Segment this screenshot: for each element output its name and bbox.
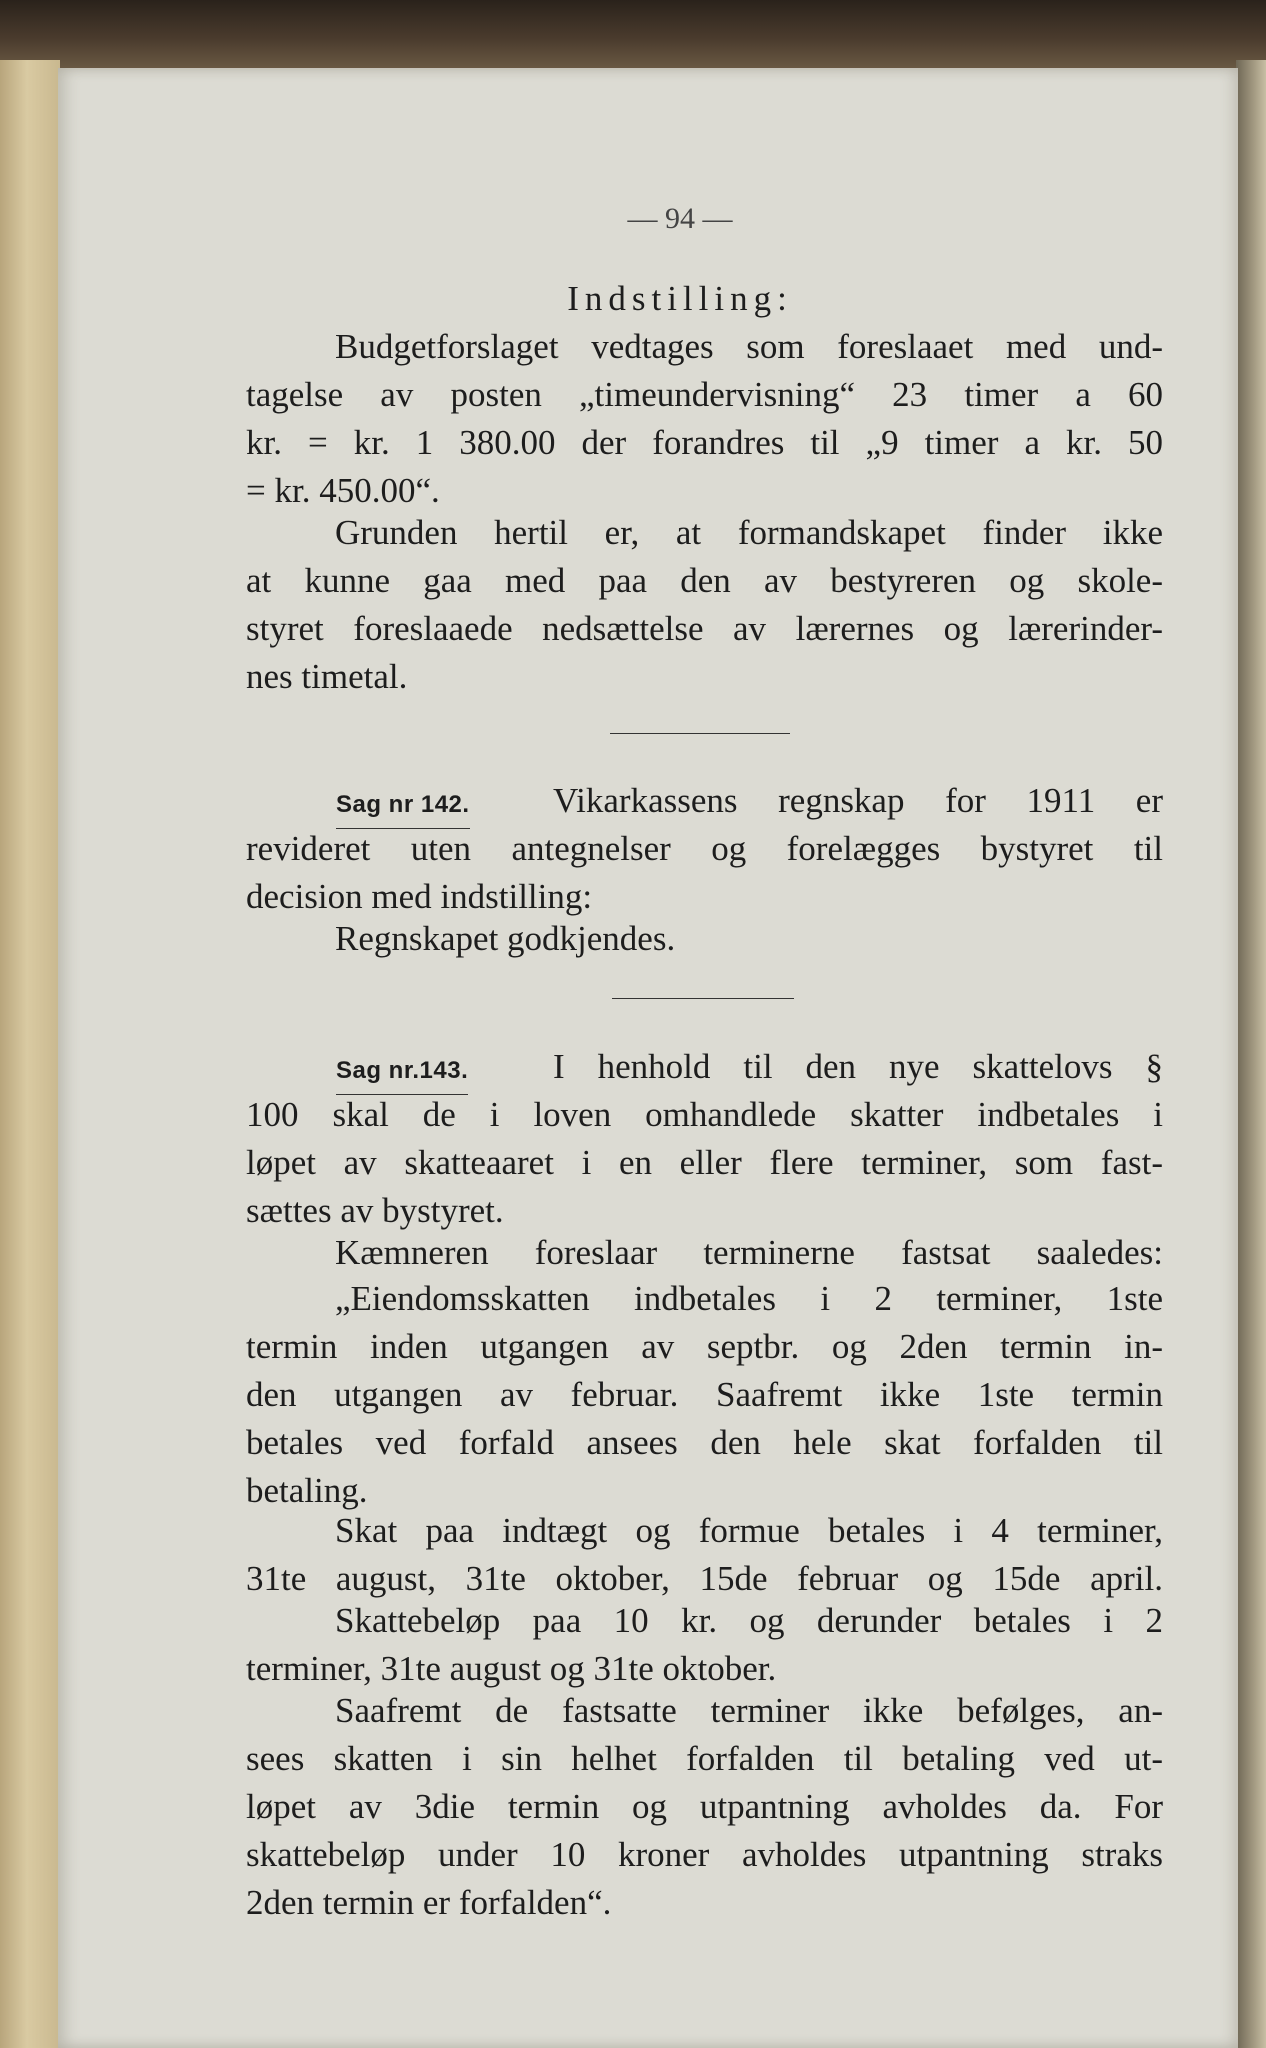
sag-143-label: Sag nr.143.: [336, 1050, 468, 1095]
paragraph-budget-line-2: tagelse av posten „timeundervisning“ 23 timer a 60: [246, 375, 1163, 414]
heading-indstilling: Indstilling:: [567, 279, 793, 318]
sag-143-line-4: sættes av bystyret.: [246, 1191, 504, 1230]
paragraph-saafremt-line-5: 2den termin er forfalden“.: [246, 1883, 612, 1922]
paragraph-grunden-line-4: nes timetal.: [246, 657, 408, 696]
section-divider: [612, 998, 794, 999]
paragraph-eiendom-line-4: betales ved forfald ansees den hele skat forfalden til: [246, 1423, 1163, 1462]
paragraph-eiendom-line-3: den utgangen av februar. Saafremt ikke 1ste termin: [246, 1375, 1163, 1414]
page-number: — 94 —: [627, 202, 733, 235]
paragraph-eiendom-line-1: „Eiendomsskatten indbetales i 2 terminer, 1ste: [335, 1279, 1163, 1318]
sag-142-line-3: decision med indstilling:: [246, 877, 593, 916]
book-right-edge: [1236, 60, 1266, 2048]
paragraph-skat-line-1: Skat paa indtægt og formue betales i 4 terminer,: [335, 1511, 1163, 1550]
paragraph-grunden-line-1: Grunden hertil er, at formandskapet finder ikke: [335, 513, 1163, 552]
book-left-edge: [0, 60, 60, 2048]
sag-143-first-line: [336, 1046, 1163, 1095]
paragraph-skattebelop-line-2: terminer, 31te august og 31te oktober.: [246, 1649, 777, 1688]
paragraph-kaemneren: Kæmneren foreslaar terminerne fastsat saaledes:: [335, 1233, 1163, 1272]
paragraph-skattebelop-line-1: Skattebeløp paa 10 kr. og derunder betales i 2: [335, 1601, 1163, 1640]
book-top-edge: [0, 0, 1266, 70]
sag-143-line-3: løpet av skatteaaret i en eller flere terminer, som fast-: [246, 1143, 1163, 1182]
sag-142-first-line: [336, 780, 1163, 829]
paragraph-budget-line-4: = kr. 450.00“.: [246, 471, 440, 510]
paragraph-budget-line-3: kr. = kr. 1 380.00 der forandres til „9 timer a kr. 50: [246, 423, 1163, 462]
sag-142-decision: Regnskapet godkjendes.: [335, 919, 676, 958]
sag-142-line-2: revideret uten antegnelser og forelægges bystyret til: [246, 829, 1163, 868]
sag-143-first-text: I henhold til den nye skattelovs §: [553, 1047, 1163, 1086]
paragraph-grunden-line-2: at kunne gaa med paa den av bestyreren og skole-: [246, 561, 1163, 600]
paragraph-skat-line-2: 31te august, 31te oktober, 15de februar og 15de april.: [246, 1559, 1163, 1598]
paragraph-saafremt-line-1: Saafremt de fastsatte terminer ikke befølges, an-: [335, 1691, 1163, 1730]
paragraph-eiendom-line-5: betaling.: [246, 1471, 368, 1510]
paragraph-budget-line-1: Budgetforslaget vedtages som foreslaaet med und-: [335, 327, 1163, 366]
paragraph-saafremt-line-4: skattebeløp under 10 kroner avholdes utpantning straks: [246, 1835, 1163, 1874]
paragraph-saafremt-line-3: løpet av 3die termin og utpantning avholdes da. For: [246, 1787, 1163, 1826]
sag-142-label: Sag nr 142.: [336, 784, 470, 829]
section-divider: [610, 733, 790, 734]
paragraph-saafremt-line-2: sees skatten i sin helhet forfalden til betaling ved ut-: [246, 1739, 1163, 1778]
sag-143-line-2: 100 skal de i loven omhandlede skatter indbetales i: [246, 1095, 1163, 1134]
paragraph-grunden-line-3: styret foreslaaede nedsættelse av lærernes og lærerinder-: [246, 609, 1163, 648]
sag-142-first-text: Vikarkassens regnskap for 1911 er: [553, 781, 1163, 820]
paragraph-eiendom-line-2: termin inden utgangen av septbr. og 2den termin in-: [246, 1327, 1163, 1366]
